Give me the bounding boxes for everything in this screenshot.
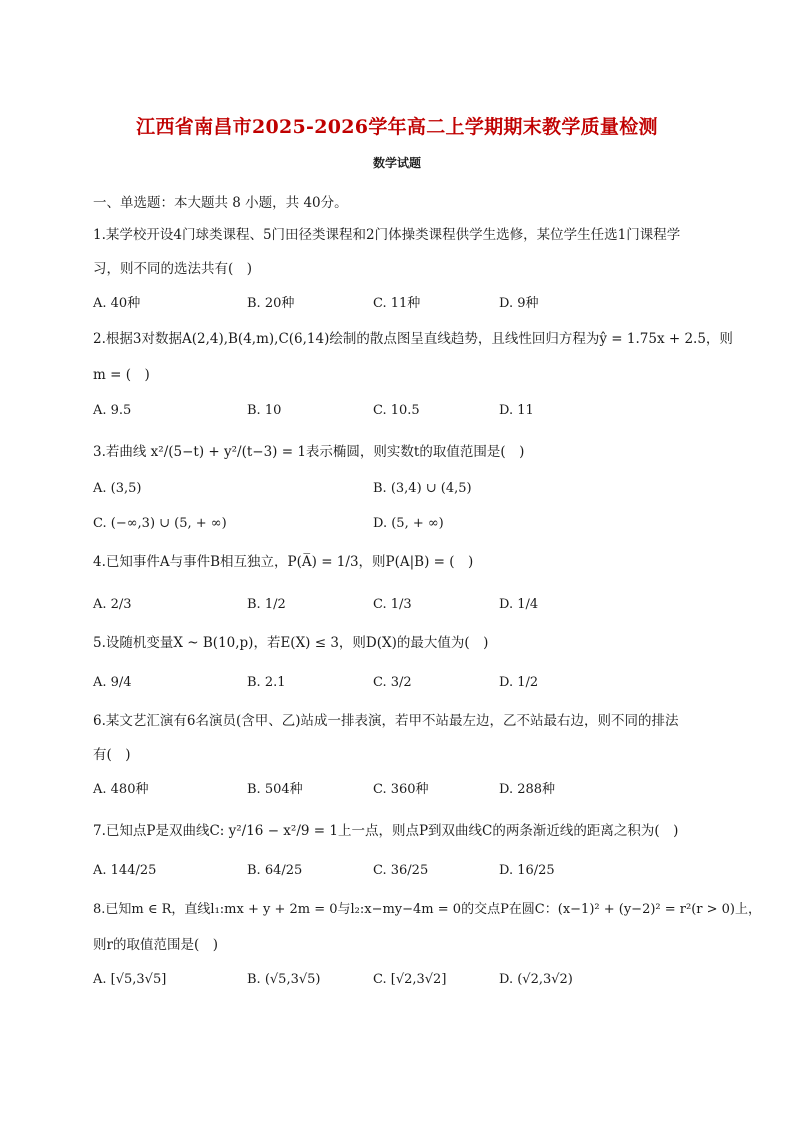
q8-option-b: B. (√5,3√5)	[247, 972, 321, 987]
q8-option-a: A. [√5,3√5]	[93, 972, 167, 987]
q5-option-c: C. 3/2	[373, 675, 412, 690]
question-8-line-2: 则r的取值范围是( )	[93, 937, 218, 953]
q5-option-b: B. 2.1	[247, 675, 286, 690]
question-1-line-1: 1.某学校开设4门球类课程、5门田径类课程和2门体操类课程供学生选修，某位学生任选1门课程学	[93, 227, 681, 243]
question-4-line-1: 4.已知事件A与事件B相互独立，P(A̅) = 1/3，则P(A|B) = ( )	[93, 554, 474, 570]
q6-option-c: C. 360种	[373, 782, 429, 797]
q6-option-b: B. 504种	[247, 782, 303, 797]
q4-option-c: C. 1/3	[373, 597, 412, 612]
q7-option-d: D. 16/25	[499, 863, 555, 878]
section-heading: 一、单选题：本大题共 8 小题，共 40分。	[93, 195, 348, 211]
q3-option-a: A. (3,5)	[93, 481, 142, 496]
q6-option-a: A. 480种	[93, 782, 149, 797]
q2-option-c: C. 10.5	[373, 403, 420, 418]
q8-option-c: C. [√2,3√2]	[373, 972, 447, 987]
q2-option-a: A. 9.5	[93, 403, 132, 418]
q1-option-a: A. 40种	[93, 296, 141, 311]
question-6-line-2: 有( )	[93, 747, 131, 763]
q3-option-c: C. (−∞,3) ∪ (5, + ∞)	[93, 516, 227, 531]
page-subtitle: 数学试题	[372, 156, 421, 170]
question-7-line-1: 7.已知点P是双曲线C: y²/16 − x²/9 = 1上一点，则点P到双曲线C的两条渐近线的距离之积为( )	[93, 823, 679, 839]
q3-option-d: D. (5, + ∞)	[373, 516, 444, 531]
q1-option-d: D. 9种	[499, 296, 539, 311]
q4-option-a: A. 2/3	[93, 597, 132, 612]
q2-option-d: D. 11	[499, 403, 534, 418]
q1-option-b: B. 20种	[247, 296, 295, 311]
question-2-line-1: 2.根据3对数据A(2,4),B(4,m),C(6,14)绘制的散点图呈直线趋势，且线性回归方程为ŷ = 1.75x + 2.5，则	[93, 331, 733, 347]
question-1-line-2: 习，则不同的选法共有( )	[93, 261, 253, 277]
q4-option-d: D. 1/4	[499, 597, 539, 612]
question-2-line-2: m = ( )	[93, 367, 150, 383]
page-title: 江西省南昌市2025-2026学年高二上学期期末教学质量检测	[136, 116, 658, 138]
q5-option-d: D. 1/2	[499, 675, 539, 690]
q7-option-a: A. 144/25	[93, 863, 157, 878]
q7-option-c: C. 36/25	[373, 863, 429, 878]
q6-option-d: D. 288种	[499, 782, 556, 797]
q2-option-b: B. 10	[247, 403, 282, 418]
q7-option-b: B. 64/25	[247, 863, 303, 878]
question-5-line-1: 5.设随机变量X ~ B(10,p)，若E(X) ≤ 3，则D(X)的最大值为( )	[93, 635, 489, 651]
question-6-line-1: 6.某文艺汇演有6名演员(含甲、乙)站成一排表演，若甲不站最左边，乙不站最右边，则不同的排法	[93, 713, 679, 729]
q3-option-b: B. (3,4) ∪ (4,5)	[373, 481, 472, 496]
question-8-line-1: 8.已知m ∈ R，直线l₁:mx + y + 2m = 0与l₂:x−my−4m = 0的交点P在圆C：(x−1)² + (y−2)² = r²(r > 0)上，	[93, 902, 761, 917]
q8-option-d: D. (√2,3√2)	[499, 972, 573, 987]
q5-option-a: A. 9/4	[93, 675, 132, 690]
q4-option-b: B. 1/2	[247, 597, 286, 612]
question-3-line-1: 3.若曲线 x²/(5−t) + y²/(t−3) = 1表示椭圆，则实数t的取值范围是( )	[93, 444, 525, 460]
q1-option-c: C. 11种	[373, 296, 421, 311]
